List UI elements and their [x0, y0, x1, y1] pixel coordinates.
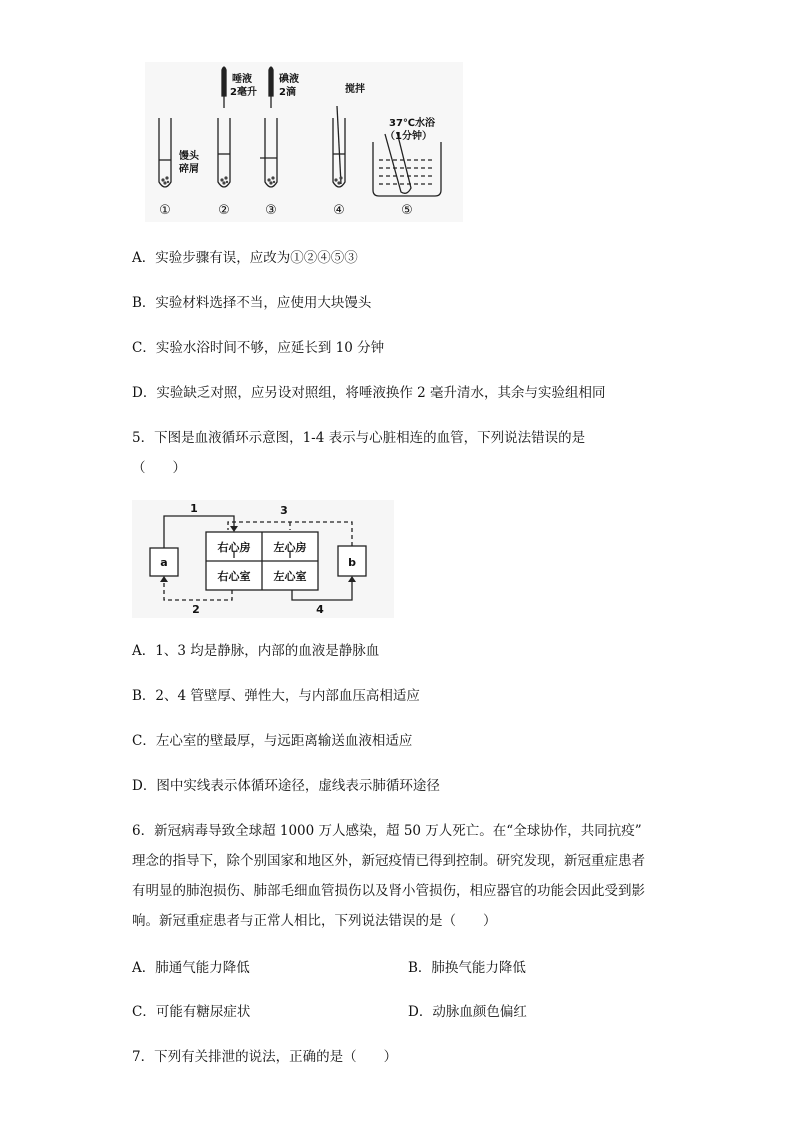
- vessel-1-label: 1: [190, 502, 198, 515]
- saliva-amount-label: 2毫升: [230, 87, 257, 98]
- vessel-2-label: 2: [192, 603, 200, 616]
- q6-option-d: D．动脉血颜色偏红: [408, 1004, 527, 1020]
- crumbs-label: 碎屑: [179, 164, 199, 175]
- left-ventricle-label: 左心室: [273, 570, 307, 583]
- experiment-figure: [145, 62, 463, 222]
- q5-option-c: C．左心室的壁最厚，与远距离输送血液相适应: [132, 733, 413, 749]
- saliva-label: 唾液: [232, 74, 252, 85]
- q6-option-b: B．肺换气能力降低: [408, 960, 526, 976]
- box-a-label: a: [160, 556, 168, 569]
- right-atrium-label: 右心房: [217, 541, 251, 554]
- bath-label: 37℃水浴: [389, 118, 436, 129]
- q5-stem: 5．下图是血液循环示意图，1-4 表示与心脏相连的血管，下列说法错误的是: [132, 430, 586, 446]
- step-number-2: ②: [218, 203, 230, 218]
- iodine-label: 碘液: [279, 74, 299, 85]
- left-atrium-label: 左心房: [273, 541, 307, 554]
- q6-option-a: A．肺通气能力降低: [132, 960, 250, 976]
- q5-option-b: B．2、4 管壁厚、弹性大，与内部血压高相适应: [132, 688, 420, 704]
- q7-stem: 7．下列有关排泄的说法，正确的是（ ）: [132, 1049, 398, 1065]
- q6-stem-line-3: 有明显的肺泡损伤、肺部毛细血管损伤以及肾小管损伤，相应器官的功能会因此受到影: [132, 883, 645, 899]
- vessel-3-label: 3: [280, 504, 288, 517]
- bread-label: 馒头: [179, 151, 199, 162]
- stir-label: 搅拌: [345, 84, 365, 95]
- step-number-4: ④: [333, 203, 345, 218]
- q5-answer-paren: （ ）: [132, 460, 186, 476]
- q6-stem-line-4: 响。新冠重症患者与正常人相比，下列说法错误的是（ ）: [132, 913, 497, 929]
- step-number-1: ①: [159, 203, 171, 218]
- q4-option-b: B．实验材料选择不当，应使用大块馒头: [132, 295, 372, 311]
- q4-option-d: D．实验缺乏对照，应另设对照组，将唾液换作 2 毫升清水，其余与实验组相同: [132, 385, 606, 401]
- q4-option-a: A．实验步骤有误，应改为①②④⑤③: [132, 250, 358, 266]
- step-number-3: ③: [265, 203, 277, 218]
- circulation-diagram: [132, 500, 394, 618]
- q6-stem-line-2: 理念的指导下，除个别国家和地区外，新冠疫情已得到控制。研究发现，新冠重症患者: [132, 853, 645, 869]
- vessel-4-label: 4: [316, 603, 324, 616]
- right-ventricle-label: 右心室: [217, 570, 251, 583]
- q5-option-d: D．图中实线表示体循环途径，虚线表示肺循环途径: [132, 778, 440, 794]
- q5-option-a: A．1、3 均是静脉，内部的血液是静脉血: [132, 643, 380, 659]
- bath-time-label: （1分钟）: [385, 131, 432, 142]
- q4-option-c: C．实验水浴时间不够，应延长到 10 分钟: [132, 340, 385, 356]
- step-number-5: ⑤: [401, 203, 413, 218]
- q6-stem-line-1: 6．新冠病毒导致全球超 1000 万人感染，超 50 万人死亡。在“全球协作，共同抗疫”: [132, 823, 642, 839]
- iodine-amount-label: 2滴: [279, 87, 296, 98]
- box-b-label: b: [348, 556, 356, 569]
- q6-option-c: C．可能有糖尿症状: [132, 1004, 251, 1020]
